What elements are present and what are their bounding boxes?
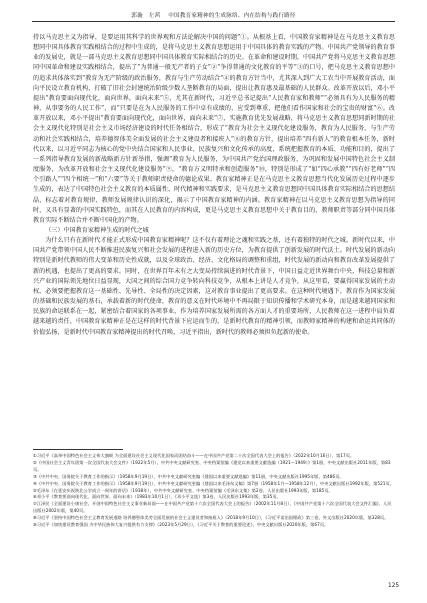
header-rule (32, 21, 395, 22)
body-paragraph: 为什么只有在新时代才能正式形成中国教育家精神呢？这不仅有着理论之魂和实践之基，还有着独特的时代之城。新时代以来，中国共产党带领中国人民不断推进民族复兴和社会发展的进程进入新的历史方位，为教育提供了创新发展的时代沃土。时代发展的新动向特别是新时代教师的伟大变革和历史性成就，以及全球政治、经济、文化格局的调整和重组，时代发展的新动向和教育改革发展提供了新的机遇，也提出了更高的要求。同时，在世界百年未有之大变局持续演进的时代背景下，中国日益走近世界舞台中央，科技总量和新兴产业的国际领先地位日益显现，大国之间的综合国力竞争转向科技竞争，从根本上讲是人才竞争，从这里看，要赢得国家发展的主动权，必须要把握教育这一基础性、先导性、全局性的决定因素，这对教育事业提出了更高要求。在这种时代境遇下，教育作为国家发展的基础和民族发展的基石，承载着新的时代使命，教育的意义在时代环境中不再局限于知识传播和学术研究本身，而是越来越同国家和民族的命运联系在一起，紧密结合着国家的各项事业，作为培养国家发展所需的各方面人才的重要场所，人民教师在这一进程中肩负着越来越的责任，中国教育家精神正是在这样的时代背景下应运而生的，是新时代教育的精神引领，而教师家精神的构建和命运共同体的价值弘扬，是新时代中国教育家精神提出的时代召唤，习近平指出，新时代的教师必须担负起新的使命。 (33, 237, 395, 336)
header-authors: 郭璇 左茜 (131, 13, 161, 19)
footnote: ⑦江泽民《全面建设小康社会，开创中国特色社会主义事业新局面——在中国共产党第十六次全国代表大会上的报告》（2002年11月8日），《中国共产党第十六次全国代表大会文件汇编》，人民出版社2002年版，第40页。 (33, 502, 392, 515)
running-header (0, 11, 427, 19)
footnote: ②《中国社会主义青年团第一次全国代表大会文件》（1922年5月），中共中央文献研究室、中央档案馆编《建党以来重要文献选编（1921—1949）》第1册，中央文献出版社2011年版，第83页。 (33, 460, 391, 473)
body-paragraph: 持以马克思主义为指导，是要运用其科学的世界观和方法论解决中国的问题”①。从根基上看，中国教育家精神是在马克思主义教育思想同中国具体教育实践相结合的过程中生成的，是将马克思主义教育思想运用于中国具体的教育实践的产物。中国共产党领导的教育事业的发展史，就是一部马克思主义教育思想同中国具体教育实际相结合的历史。在革命和建设时期，中国共产党将马克思主义教育思想同中国革命和建设实践相结合，提出了“为普通一般无产者的子女”②“争得普通的文化教育的平等”③的口号，把马克思主义教育思想中的追求共体落实到“教育为无产阶级的政治服务，教育与生产劳动结合”④的教育方针当中，尤其深入到广大工农当中开展教育活动，面向平民设立教育机构，打破了旧社会封建统治阶级少数人垄断教育的局面，提出让教育惠及最基础的人民群众。改革开放以后，邓小平提出“教育要面向现代化，面向世界，面向未来”⑤，尤其在新时代，习近平总书记提出“人民教育家和教师”“必须具有为人民服务的精神，从事要务的人民工作”，而“只要是在为人民服务的工作中卓有成绩的，应受到尊重，把他们看作国家和社会的宝贵的财富”⑥。改革开放以来，邓小平提出“教育要面向现代化，面向世界，面向未来”⑦，实施教育优先发展战略，将马克思主义教育思想同新时期的社会主义现代化特别是社会主义市场经济建设的时代任务相结合，形成了“教育为社会主义现代化建设服务，教育为人民服务，与生产劳动和社会实践相结合，培养德智体美全面发展的社会主义建设者和接班人”⑧的教育方针，提出培养“四有新人”的教育根本任务，新时代以来，以习近平同志为核心的党中央结合国家和人民事业、民族复兴和文化传承的高度，系统把握教育的本质、功能和目的，提出了一系列指导教育发展的新战略新方针新举措，强调“教育为人民服务，为中国共产党治国理政服务，为巩固和发展中国特色社会主义制度服务，为改革开放和社会主义现代化建设服务”⑨，“教育方义明特承和创造服务”⑩，特别是形成了“如“四心承教”“四有好老师”“四个引路人”“四个相统一”和“六要”等关于教师职责使命的德论成果。教育家精神正是在马克思主义教育思想当代化发展历史过程中逐步生成的，表达了中国特色社会主义教育的本质属性、时代精神和实践要求，是马克思主义教育思想同中国具体教育实际相结合的思想结晶，标志着对教育规律、教师发展规律认识的深化，揭示了中国教育家精神的内涵。教育家精神在以马克思主义教育思想为指导的同时，又具有显著的中国实践特色，而其在人民教育的内容构成，更是马克思主义教育思想中关于教育目的、教师职责等部分同中国具体教育实际不断结合并不断中国化的产物。 (33, 34, 395, 224)
footnote: ⑧习近平《坚持中国特色社会主义教育发展道路 培养德智体美劳全面发展的社会主义建设者和接班人》（2018年9月10日），《习近平谈治国理政》第三卷，外文出版社2020年版，第328页。 (33, 516, 389, 522)
footnotes (33, 454, 395, 530)
footnote-rule (33, 449, 123, 450)
page-number: 125 (388, 583, 400, 589)
footnote: ⑨习近平《加快建设教育强国 为中华民族伟大复兴提供有力支撑》（2023年5月29日），《习近平关于教育的重要论述》，中央文献出版社2020年版，第67页。 (33, 523, 329, 529)
footnote: ⑥邓小平《教育要面向现代化、面向世界、面向未来》（1983年10月1日），《邓小平文选》第3卷，人民出版社1993年版，第35页。 (33, 495, 281, 501)
footnote: ①习近平《高举中国特色社会主义伟大旗帜 为全面建设社会主义现代化国家而团结奋斗——在中国共产党第二十次全国代表大会上的报告》（2022年10月16日），第17页。 (33, 454, 355, 459)
footnote: ③《中共中央、国务院关于教育工作的指示》（1958年9月19日），中共中央文献研究室编《建国以来重要文献选编》第11册，中央文献出版社1995年版，第486页。 (33, 474, 344, 480)
footnote: ⑤毛泽东《在延安庆祝陕北公学成立一周年的讲话》（1938年），中共中央文献研究室、中央档案馆编《毛泽东文集》第2卷，人民出版社1993年版，第185页。 (33, 488, 333, 494)
footnote: ④《中共中央、国务院关于教育工作的指示》（1958年9月19日），中共中央文献研究室编《建国以来毛泽东文稿》第7册（1958年1月—1958年12月），中央文献出版社1992年版，第521页。 (33, 481, 394, 487)
section-heading: （三）中国教育家精神生成的时代之城 (45, 226, 149, 234)
header-title: 中国教育家精神的生成脉络、内在结构与践行路径 (168, 13, 296, 19)
article-body (33, 33, 395, 338)
